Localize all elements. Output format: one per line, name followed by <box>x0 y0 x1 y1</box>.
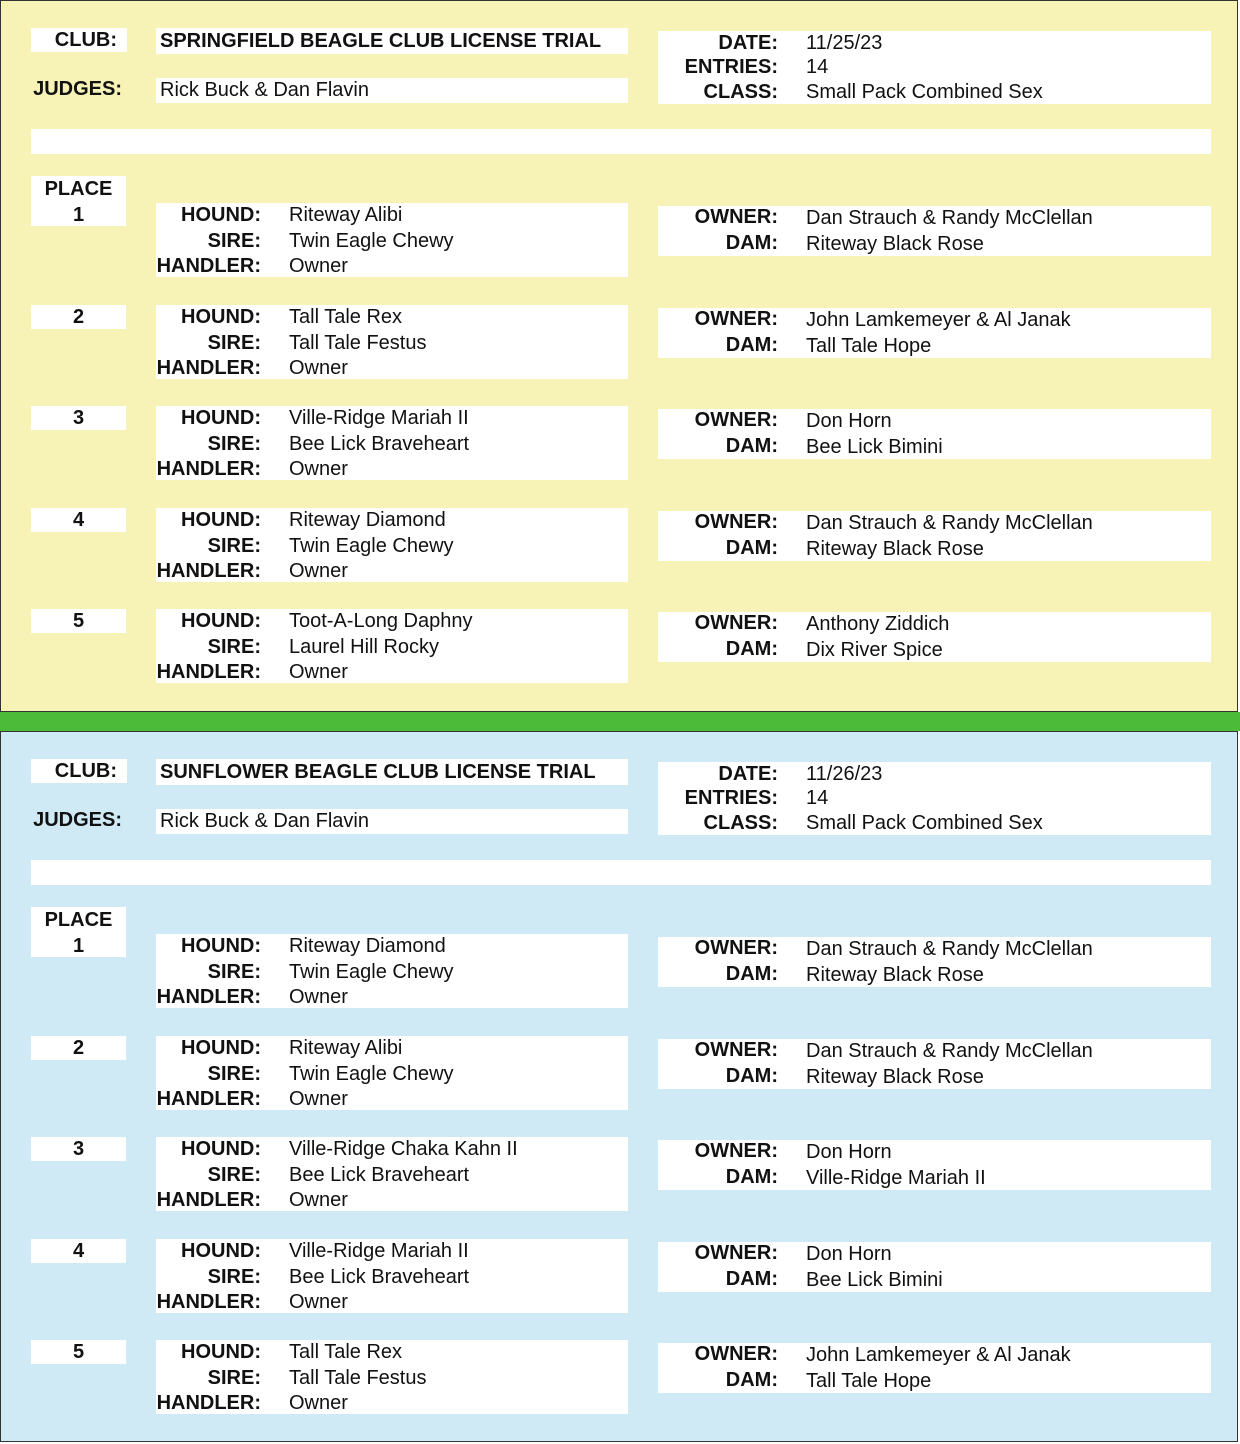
notes-bar <box>31 860 1211 885</box>
club-label: CLUB: <box>54 29 117 51</box>
place-number: 1 <box>72 935 85 957</box>
entries-label: ENTRIES: <box>684 56 778 78</box>
owner-label: OWNER: <box>694 612 778 634</box>
dam-label: DAM: <box>725 638 778 660</box>
place-number: 2 <box>72 1036 85 1059</box>
owner-label: OWNER: <box>694 1038 778 1061</box>
owner-name: Don Horn <box>806 1242 892 1265</box>
place-number: 4 <box>72 508 85 531</box>
sire-name: Bee Lick Braveheart <box>289 1164 470 1186</box>
hound-name: Ville-Ridge Mariah II <box>289 1239 469 1262</box>
owner-label: OWNER: <box>694 206 778 228</box>
owner-name: Dan Strauch & Randy McClellan <box>806 207 1093 229</box>
sire-label: SIRE: <box>207 534 261 557</box>
handler-name: Owner <box>289 356 348 379</box>
judges-value: Rick Buck & Dan Flavin <box>160 810 369 832</box>
owner-name: Dan Strauch & Randy McClellan <box>806 938 1093 960</box>
handler-label: HANDLER: <box>156 1392 261 1414</box>
sire-label: SIRE: <box>207 1367 261 1389</box>
handler-label: HANDLER: <box>156 458 261 480</box>
trial-card-sunflower <box>0 731 1238 1442</box>
owner-name: Don Horn <box>806 410 892 432</box>
club-name: SPRINGFIELD BEAGLE CLUB LICENSE TRIAL <box>160 30 602 52</box>
date-label: DATE: <box>718 763 778 785</box>
owner-label: OWNER: <box>694 307 778 330</box>
sire-label: SIRE: <box>207 636 261 658</box>
hound-label: HOUND: <box>181 1036 261 1059</box>
dam-name: Riteway Black Rose <box>806 233 984 255</box>
owner-name: Anthony Ziddich <box>806 613 950 635</box>
sire-name: Twin Eagle Chewy <box>289 534 454 557</box>
handler-label: HANDLER: <box>156 356 261 379</box>
dam-name: Riteway Black Rose <box>806 964 984 986</box>
entries-value: 14 <box>806 787 829 809</box>
hound-label: HOUND: <box>181 1239 261 1262</box>
hound-name: Riteway Alibi <box>289 204 403 226</box>
hound-label: HOUND: <box>181 407 261 429</box>
dam-name: Tall Tale Hope <box>806 334 932 357</box>
owner-label: OWNER: <box>694 1343 778 1365</box>
place-number: 5 <box>72 610 85 632</box>
dam-label: DAM: <box>725 1369 778 1391</box>
owner-name: Dan Strauch & Randy McClellan <box>806 1039 1093 1062</box>
green-divider <box>0 712 1240 731</box>
sire-name: Twin Eagle Chewy <box>289 961 454 983</box>
hound-name: Tall Tale Rex <box>289 1341 403 1363</box>
hound-label: HOUND: <box>181 610 261 632</box>
handler-name: Owner <box>289 986 348 1008</box>
sire-name: Tall Tale Festus <box>289 1367 427 1389</box>
hound-name: Ville-Ridge Chaka Kahn II <box>289 1138 518 1160</box>
hound-name: Riteway Alibi <box>289 1036 403 1059</box>
owner-name: John Lamkemeyer & Al Janak <box>806 308 1071 331</box>
sire-label: SIRE: <box>207 433 261 455</box>
sire-label: SIRE: <box>207 230 261 252</box>
owner-label: OWNER: <box>694 409 778 431</box>
notes-bar <box>31 129 1211 154</box>
dam-name: Riteway Black Rose <box>806 537 984 560</box>
owner-label: OWNER: <box>694 1241 778 1264</box>
owner-label: OWNER: <box>694 510 778 533</box>
dam-name: Riteway Black Rose <box>806 1065 984 1088</box>
judges-value: Rick Buck & Dan Flavin <box>160 79 369 101</box>
date-value: 11/26/23 <box>806 763 883 785</box>
handler-label: HANDLER: <box>156 1189 261 1211</box>
sire-name: Twin Eagle Chewy <box>289 1062 454 1085</box>
handler-name: Owner <box>289 1290 348 1313</box>
owner-label: OWNER: <box>694 937 778 959</box>
dam-label: DAM: <box>725 435 778 457</box>
club-label: CLUB: <box>54 760 117 782</box>
club-name: SUNFLOWER BEAGLE CLUB LICENSE TRIAL <box>160 761 596 783</box>
dam-label: DAM: <box>725 232 778 254</box>
handler-name: Owner <box>289 255 348 277</box>
dam-name: Ville-Ridge Mariah II <box>806 1167 986 1189</box>
handler-name: Owner <box>289 661 348 683</box>
owner-name: Dan Strauch & Randy McClellan <box>806 511 1093 534</box>
class-value: Small Pack Combined Sex <box>806 812 1043 834</box>
handler-name: Owner <box>289 458 348 480</box>
handler-label: HANDLER: <box>156 986 261 1008</box>
hound-name: Riteway Diamond <box>289 508 446 531</box>
place-number: 5 <box>72 1341 85 1363</box>
handler-name: Owner <box>289 1392 348 1414</box>
hound-label: HOUND: <box>181 204 261 226</box>
dam-name: Bee Lick Bimini <box>806 1268 943 1291</box>
place-number: 1 <box>72 204 85 226</box>
hound-label: HOUND: <box>181 1341 261 1363</box>
dam-label: DAM: <box>725 1166 778 1188</box>
handler-label: HANDLER: <box>156 559 261 582</box>
place-header: PLACE <box>44 909 113 931</box>
sire-label: SIRE: <box>207 1265 261 1288</box>
sire-label: SIRE: <box>207 961 261 983</box>
sire-name: Bee Lick Braveheart <box>289 1265 470 1288</box>
sire-label: SIRE: <box>207 331 261 354</box>
judges-label: JUDGES: <box>33 809 122 831</box>
handler-label: HANDLER: <box>156 1290 261 1313</box>
date-label: DATE: <box>718 32 778 54</box>
dam-name: Bee Lick Bimini <box>806 436 943 458</box>
dam-label: DAM: <box>725 1267 778 1290</box>
sire-name: Laurel Hill Rocky <box>289 636 440 658</box>
owner-name: John Lamkemeyer & Al Janak <box>806 1344 1071 1366</box>
dam-label: DAM: <box>725 333 778 356</box>
class-label: CLASS: <box>703 81 778 103</box>
dam-name: Tall Tale Hope <box>806 1370 932 1392</box>
class-label: CLASS: <box>703 812 778 834</box>
hound-name: Toot-A-Long Daphny <box>289 610 473 632</box>
handler-name: Owner <box>289 559 348 582</box>
hound-name: Ville-Ridge Mariah II <box>289 407 469 429</box>
place-header: PLACE <box>44 178 113 200</box>
owner-label: OWNER: <box>694 1140 778 1162</box>
place-number: 3 <box>72 407 85 429</box>
dam-label: DAM: <box>725 536 778 559</box>
place-number: 4 <box>72 1239 85 1262</box>
handler-name: Owner <box>289 1087 348 1110</box>
owner-name: Don Horn <box>806 1141 892 1163</box>
dam-label: DAM: <box>725 1064 778 1087</box>
class-value: Small Pack Combined Sex <box>806 81 1043 103</box>
trial-card-springfield <box>0 0 1238 712</box>
handler-name: Owner <box>289 1189 348 1211</box>
place-number: 2 <box>72 305 85 328</box>
hound-label: HOUND: <box>181 305 261 328</box>
date-value: 11/25/23 <box>806 32 883 54</box>
sire-label: SIRE: <box>207 1062 261 1085</box>
place-number: 3 <box>72 1138 85 1160</box>
sire-name: Twin Eagle Chewy <box>289 230 454 252</box>
entries-label: ENTRIES: <box>684 787 778 809</box>
hound-name: Tall Tale Rex <box>289 305 403 328</box>
handler-label: HANDLER: <box>156 255 261 277</box>
dam-name: Dix River Spice <box>806 639 943 661</box>
hound-name: Riteway Diamond <box>289 935 446 957</box>
sire-name: Bee Lick Braveheart <box>289 433 470 455</box>
hound-label: HOUND: <box>181 508 261 531</box>
hound-label: HOUND: <box>181 935 261 957</box>
judges-label: JUDGES: <box>33 78 122 100</box>
entries-value: 14 <box>806 56 829 78</box>
hound-label: HOUND: <box>181 1138 261 1160</box>
sire-name: Tall Tale Festus <box>289 331 427 354</box>
sire-label: SIRE: <box>207 1164 261 1186</box>
dam-label: DAM: <box>725 963 778 985</box>
handler-label: HANDLER: <box>156 661 261 683</box>
handler-label: HANDLER: <box>156 1087 261 1110</box>
